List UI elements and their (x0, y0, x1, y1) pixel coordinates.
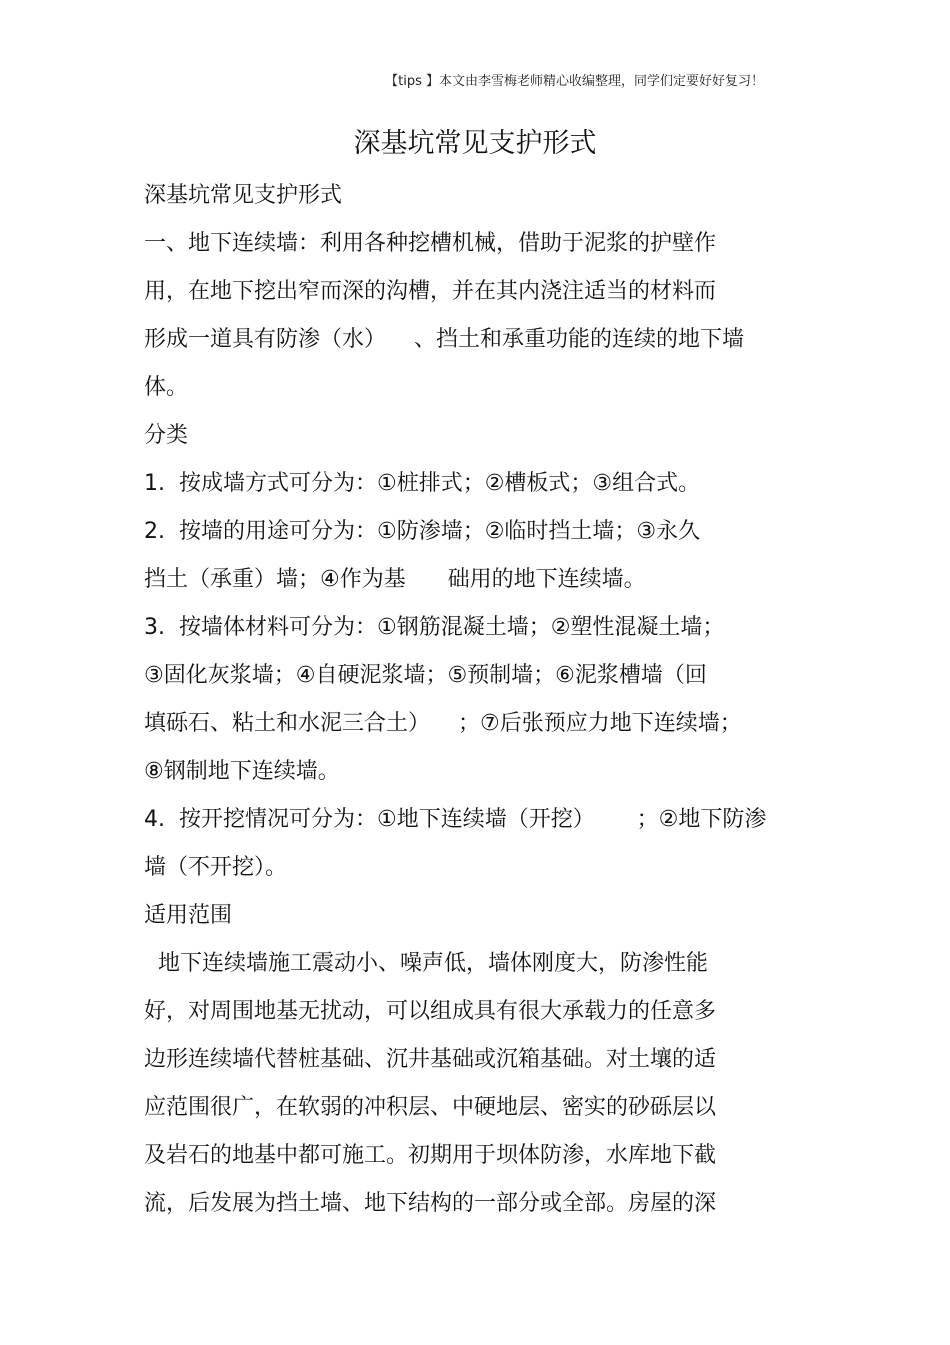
body-line: 深基坑常见支护形式 (144, 183, 343, 208)
header-tip: 【tips 】本文由李雪梅老师精心收编整理，同学们定要好好复习！ (385, 74, 764, 89)
body-line: 及岩石的地基中都可施工。初期用于坝体防渗，水库地下截 (144, 1143, 717, 1168)
body-line: 流，后发展为挡土墙、地下结构的一部分或全部。房屋的深 (144, 1191, 717, 1216)
body-line: 用，在地下挖出窄而深的沟槽，并在其内浇注适当的材料而 (144, 279, 717, 304)
body-line: 填砾石、粘土和水泥三合土） ；⑦后张预应力地下连续墙； (144, 711, 742, 736)
body-line: 边形连续墙代替桩基础、沉井基础或沉箱基础。对土壤的适 (144, 1047, 717, 1072)
body-line: 形成一道具有防渗（水） 、挡土和承重功能的连续的地下墙 (144, 327, 744, 352)
section-heading: 分类 (144, 423, 189, 448)
list-item: 4. 按开挖情况可分为：①地下连续墙（开挖） ；②地下防渗 (144, 807, 767, 832)
body-line: 地下连续墙施工震动小、噪声低，墙体刚度大，防渗性能 (144, 951, 708, 976)
list-item: 1. 按成墙方式可分为：①桩排式；②槽板式；③组合式。 (144, 471, 701, 496)
document-title: 深基坑常见支护形式 (353, 128, 597, 159)
body-line: 挡土（承重）墙；④作为基 础用的地下连续墙。 (144, 567, 646, 592)
list-item: 2. 按墙的用途可分为：①防渗墙；②临时挡土墙；③永久 (144, 519, 701, 544)
body-line: 一、地下连续墙：利用各种挖槽机械，借助于泥浆的护壁作 (144, 231, 717, 256)
body-line: ⑧钢制地下连续墙。 (144, 759, 340, 784)
section-heading: 适用范围 (144, 903, 233, 928)
body-line: 好，对周围地基无扰动，可以组成具有很大承载力的任意多 (144, 999, 717, 1024)
body-line: 体。 (144, 375, 189, 400)
body-line: ③固化灰浆墙；④自硬泥浆墙；⑤预制墙；⑥泥浆槽墙（回 (144, 663, 707, 688)
body-line: 应范围很广，在软弱的冲积层、中硬地层、密实的砂砾层以 (144, 1095, 717, 1120)
body-line: 墙（不开挖）。 (144, 855, 288, 880)
list-item: 3. 按墙体材料可分为：①钢筋混凝土墙；②塑性混凝土墙； (144, 615, 725, 640)
